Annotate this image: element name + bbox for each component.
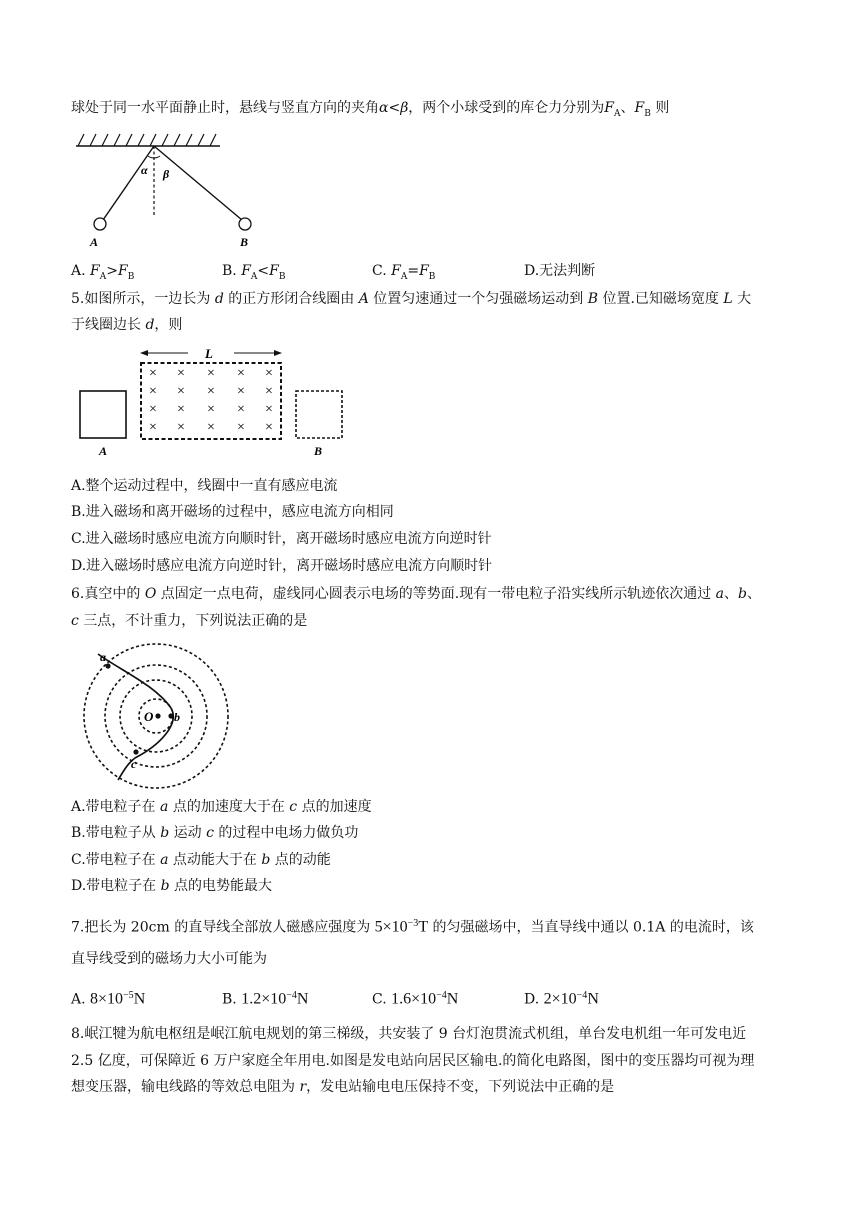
subscript-b: B	[428, 271, 436, 282]
option-label: D.	[524, 991, 544, 1008]
option-label: B.	[222, 263, 242, 279]
text: 于线圈边长	[71, 317, 146, 333]
text: 点动能大于在	[168, 852, 262, 868]
q7-option-a[interactable]	[71, 987, 145, 1009]
var: a	[160, 799, 169, 815]
label-b: b	[174, 710, 180, 724]
q4-option-d[interactable]	[524, 262, 595, 280]
q4-pendulum-figure	[70, 132, 270, 250]
option-label: C.	[372, 263, 392, 279]
mantissa: 8×10	[90, 990, 124, 1008]
point-b	[168, 713, 173, 718]
text: 7.把长为 20cm 的直导线全部放人磁感应强度为	[71, 919, 375, 936]
separator: 、	[620, 100, 635, 116]
q8-stem-line-2	[71, 1052, 754, 1070]
text: 点固定一点电荷，虚线同心圆表示电场的等势面.现有一带电粒子沿实线所示轨迹依次通过	[156, 586, 716, 602]
var-a: A	[358, 291, 369, 307]
text: 8.岷江犍为航电枢纽是岷江航电规划的第三梯级，共安装了 9 台灯泡贯流式机组，单台发电机组一年可发电近	[71, 1026, 747, 1042]
option-label: A.	[71, 263, 91, 279]
text: ，发电站输电电压保持不变，下列说法中正确的是	[306, 1079, 615, 1095]
text: 的正方形闭合线圈由	[223, 291, 359, 307]
text: 直导线受到的磁场力大小可能为	[71, 951, 267, 967]
q7-option-c[interactable]	[372, 987, 458, 1009]
text: 点的动能	[270, 852, 331, 868]
field-cross-icon: ×	[265, 420, 273, 435]
unit: N	[133, 990, 146, 1008]
q5-option-a[interactable]	[71, 477, 338, 495]
unit: N	[296, 990, 309, 1008]
field-cross-icon: ×	[237, 384, 245, 399]
q6-option-c[interactable]	[71, 851, 331, 869]
q5-stem-line-2	[71, 316, 182, 334]
field-strength-unit: T	[418, 918, 429, 936]
var-d: d	[145, 317, 155, 333]
option-label: B.	[222, 991, 242, 1008]
text: ，则	[154, 317, 183, 333]
exponent: −4	[576, 990, 588, 1001]
var-c: c	[71, 613, 79, 629]
q6-option-d[interactable]	[71, 877, 272, 895]
q4-option-b[interactable]	[222, 262, 286, 286]
text: 5.如图所示，一边长为	[71, 291, 215, 307]
q7-option-b[interactable]	[222, 987, 308, 1009]
separator: 、	[746, 586, 761, 602]
option-text: B.进入磁场和离开磁场的过程中，感应电流方向相同	[71, 504, 394, 520]
field-cross-icon: ×	[177, 366, 185, 381]
q4-stem-text-2: ，两个小球受到的库仑力分别为	[408, 100, 605, 116]
subscript-b: B	[278, 271, 286, 282]
subscript-b: B	[644, 108, 651, 119]
unit: N	[587, 990, 599, 1008]
text: 运动	[169, 825, 207, 841]
force-symbol: F	[90, 263, 100, 279]
var-b: B	[587, 291, 599, 307]
label-ball-b: B	[240, 235, 249, 249]
field-cross-icon: ×	[207, 402, 215, 417]
field-strength-exponent: −3	[407, 918, 419, 929]
field-cross-icon: ×	[149, 420, 157, 435]
less-than-symbol: <	[388, 100, 401, 116]
relation: <	[257, 263, 270, 279]
text: 位置.已知磁场宽度	[598, 291, 724, 307]
field-cross-icon: ×	[237, 366, 245, 381]
field-cross-icon: ×	[207, 420, 215, 435]
force-symbol: F	[269, 263, 279, 279]
exponent: −5	[123, 990, 134, 1001]
field-cross-icon: ×	[149, 402, 157, 417]
option-label: C.	[372, 991, 392, 1008]
point-a	[105, 663, 110, 668]
field-cross-icon: ×	[177, 402, 185, 417]
field-cross-icon: ×	[177, 384, 185, 399]
q5-magnetic-field-figure	[74, 344, 364, 460]
exponent: −4	[286, 990, 297, 1001]
force-symbol-a: F	[604, 100, 615, 116]
beta-symbol: β	[400, 100, 409, 116]
text: 点的加速度大于在	[168, 799, 290, 815]
var-l: L	[723, 291, 733, 307]
option-text: A.整个运动过程中，线圈中一直有感应电流	[71, 478, 338, 494]
q7-stem-line-1	[71, 915, 754, 937]
text: B.带电粒子从	[71, 825, 161, 841]
subscript-a: A	[614, 108, 621, 119]
text: 位置匀速通过一个匀强磁场运动到	[368, 291, 588, 307]
q5-stem-line-1	[71, 290, 751, 308]
q6-stem-line-2	[71, 612, 307, 630]
label-width: L	[205, 346, 213, 361]
var: c	[206, 825, 214, 841]
force-symbol: F	[391, 263, 401, 279]
coil-position-a	[80, 391, 126, 438]
label-o: O	[144, 709, 154, 724]
subscript-a: A	[400, 271, 408, 282]
field-cross-icon: ×	[149, 366, 157, 381]
field-cross-icon: ×	[265, 402, 273, 417]
unit: N	[446, 990, 459, 1008]
q4-stem-end: 则	[655, 100, 670, 116]
label-ball-a: A	[90, 235, 99, 249]
q6-stem-line-1	[71, 585, 761, 603]
arrowhead-right-icon	[274, 350, 282, 356]
label-a: a	[100, 650, 106, 664]
label-pos-a: A	[99, 444, 108, 458]
q4-option-a[interactable]	[71, 262, 134, 286]
q5-option-b[interactable]	[71, 503, 394, 521]
var-r: r	[299, 1079, 307, 1095]
force-symbol: F	[241, 263, 251, 279]
text: 点的电势能最大	[169, 878, 273, 894]
q5-option-c[interactable]	[71, 530, 492, 548]
q6-equipotential-figure	[80, 640, 240, 792]
field-cross-icon: ×	[177, 420, 185, 435]
thread-b	[154, 146, 242, 220]
coil-position-b	[296, 391, 342, 438]
ceiling-hatching	[78, 134, 216, 146]
text: 2.5 亿度，可保障近 6 万户家庭全年用电.如图是发电站向居民区输电.的简化电路图，图中的变压器均可视为理	[71, 1053, 755, 1069]
var-a: a	[715, 586, 725, 602]
alpha-symbol: α	[379, 100, 389, 116]
q7-option-d[interactable]	[524, 987, 599, 1009]
ball-a	[94, 218, 106, 230]
option-text: D.进入磁场时感应电流方向逆时针，离开磁场时感应电流方向顺时针	[71, 558, 493, 574]
text: 点的加速度	[297, 799, 372, 815]
force-symbol-b: F	[634, 100, 645, 116]
var: b	[160, 878, 170, 894]
text: 的过程中电场力做负功	[213, 825, 359, 841]
subscript-b: B	[127, 271, 135, 282]
field-cross-icon: ×	[149, 384, 157, 399]
label-beta: β	[163, 167, 170, 181]
text: C.带电粒子在	[71, 852, 161, 868]
arrowhead-left-icon	[140, 350, 148, 356]
ball-b	[239, 218, 251, 230]
var: b	[261, 852, 271, 868]
q6-option-b[interactable]	[71, 824, 358, 842]
field-cross-icon: ×	[207, 384, 215, 399]
field-cross-icon: ×	[237, 420, 245, 435]
field-cross-icon: ×	[265, 384, 273, 399]
option-text: C.进入磁场时感应电流方向顺时针，离开磁场时感应电流方向逆时针	[71, 531, 492, 547]
relation: =	[407, 263, 420, 279]
text: 的匀强磁场中，当直导线中通以 0.1A 的电流时，该	[428, 919, 754, 936]
point-c	[133, 749, 138, 754]
label-pos-b: B	[314, 444, 323, 458]
var: a	[160, 852, 169, 868]
text: 想变压器，输电线路的等效总电阻为	[71, 1079, 300, 1095]
relation: >	[106, 263, 118, 279]
var-o: O	[144, 586, 157, 602]
mantissa: 1.2×10	[241, 990, 287, 1008]
q8-stem-line-3	[71, 1078, 614, 1096]
thread-a	[103, 146, 154, 220]
text: 三点，不计重力，下列说法正确的是	[78, 613, 308, 629]
q5-option-d[interactable]	[71, 557, 492, 575]
field-cross-icon: ×	[265, 366, 273, 381]
var-b: b	[738, 586, 747, 602]
q4-stem-text: 球处于同一水平面静止时，悬线与竖直方向的夹角	[71, 100, 379, 116]
force-symbol: F	[117, 263, 128, 279]
subscript-a: A	[250, 271, 258, 282]
q4-option-c[interactable]	[372, 262, 435, 286]
text: 6.真空中的	[71, 586, 145, 602]
subscript-a: A	[99, 271, 107, 282]
force-symbol: F	[419, 263, 429, 279]
mantissa: 2×10	[543, 990, 577, 1008]
q8-stem-line-1	[71, 1025, 746, 1043]
field-strength-mantissa: 5×10	[374, 918, 408, 936]
field-cross-icon: ×	[207, 366, 215, 381]
exponent: −4	[436, 990, 447, 1001]
q7-stem-line-2	[71, 950, 267, 968]
text: 大	[732, 291, 752, 307]
point-charge-o	[155, 713, 160, 718]
label-alpha: α	[141, 163, 148, 177]
var: c	[289, 799, 298, 815]
field-cross-icon: ×	[237, 402, 245, 417]
q4-stem	[71, 99, 669, 123]
var: b	[160, 825, 170, 841]
text: D.带电粒子在	[71, 878, 161, 894]
option-text: D.无法判断	[524, 263, 596, 279]
mantissa: 1.6×10	[391, 990, 437, 1008]
field-crosses	[149, 366, 273, 435]
text: A.带电粒子在	[71, 799, 161, 815]
separator: 、	[724, 586, 739, 602]
label-c: c	[131, 757, 137, 771]
option-label: A.	[71, 991, 91, 1008]
var-d: d	[214, 291, 224, 307]
q6-option-a[interactable]	[71, 798, 372, 816]
